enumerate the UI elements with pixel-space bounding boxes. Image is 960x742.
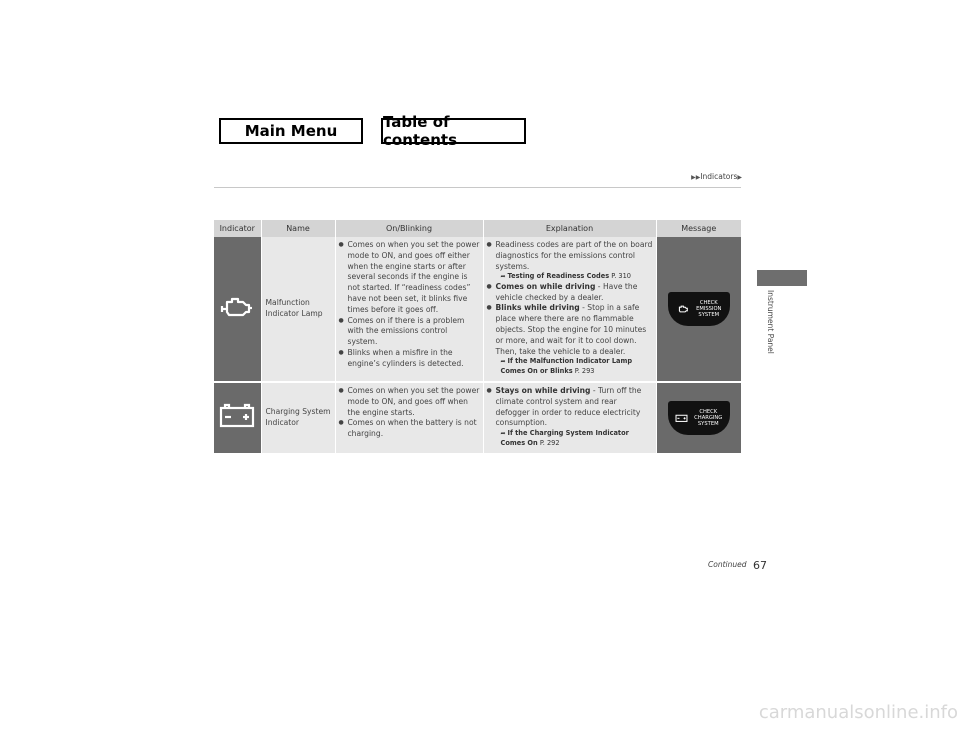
reference-arrow-icon: ➦ [500, 430, 506, 438]
explanation-text: - Have the vehicle checked by a dealer. [495, 281, 638, 302]
page-reference-link[interactable] [487, 357, 653, 376]
column-header: Message [656, 220, 741, 237]
list-item [487, 303, 653, 357]
indicator-table [214, 220, 741, 453]
continued-label: Continued [708, 560, 747, 569]
indicator-cell [214, 382, 261, 453]
reference-page: P. 310 [611, 272, 631, 281]
table-header-row [214, 220, 741, 237]
on-blinking-cell [335, 237, 483, 382]
reference-title: Testing of Readiness Codes [507, 272, 610, 281]
header-divider [214, 187, 741, 188]
page-number: 67 [753, 559, 767, 572]
message-line: EMISSION [696, 306, 722, 312]
message-text [696, 300, 721, 318]
indicator-cell [214, 237, 261, 382]
battery-icon [675, 413, 688, 423]
message-display [668, 401, 730, 435]
battery-icon [218, 403, 256, 429]
message-line: SYSTEM [697, 421, 719, 427]
explanation-text: Readiness codes are part of the on board diagnostics for the emissions control systems. [495, 240, 653, 271]
message-line: CHARGING [694, 415, 723, 421]
explanation-text: - Stop in a safe place where there are no flammable objects. Stop the engine for 10 minutes or more, and wait for it to cool down. Then, take the vehicle to a dealer. [495, 303, 647, 356]
column-header: On/Blinking [335, 220, 483, 237]
reference-title: If the Charging System Indicator [507, 429, 629, 438]
emphasis-text: Stays on while driving [495, 386, 591, 395]
message-line: CHECK [699, 409, 718, 415]
list-item: ● Comes on when you set the power mode to ON, and goes off either when the engine starts or after several seconds if the engine is not started. If “readiness codes” have not been set, it blinks five times before it goes off. [339, 240, 480, 316]
check-engine-icon [676, 304, 690, 314]
explanation-cell [483, 382, 656, 453]
explanation-text: - Turn off the climate control system and rear defogger in order to reduce electricity consumption. [495, 386, 642, 428]
reference-arrow-icon: ➦ [500, 273, 506, 281]
indicator-name: Charging System Indicator [261, 382, 335, 453]
reference-title: If the Malfunction Indicator Lamp [507, 357, 633, 366]
reference-title: Comes On or Blinks [500, 366, 573, 375]
message-text [694, 409, 722, 427]
column-header: Name [261, 220, 335, 237]
section-tab-label: Instrument Panel [766, 290, 775, 354]
list-item [487, 386, 653, 429]
column-header: Explanation [483, 220, 656, 237]
breadcrumb-label: Indicators [700, 172, 738, 181]
column-header: Indicator [214, 220, 261, 237]
main-menu-button[interactable]: Main Menu [219, 118, 363, 144]
table-row [214, 382, 741, 453]
emphasis-text: Comes on while driving [495, 281, 596, 291]
reference-page: P. 293 [574, 366, 595, 375]
page-reference-link[interactable] [487, 429, 653, 448]
message-display [668, 292, 730, 326]
reference-title: Comes On [500, 438, 538, 447]
list-item [487, 282, 653, 304]
list-item: ● Blinks when a misfire in the engine’s cylinders is detected. [339, 348, 480, 370]
page-reference-link[interactable] [487, 272, 653, 282]
message-cell [656, 237, 741, 382]
list-item: ● Comes on when the battery is not charging. [339, 418, 480, 440]
message-line: CHECK [699, 300, 718, 306]
list-item [487, 240, 653, 272]
message-line: SYSTEM [698, 312, 720, 318]
list-item: ● Comes on when you set the power mode to ON, and goes off when the engine starts. [339, 386, 480, 418]
breadcrumb-arrow-icon: ▶▶ [691, 174, 701, 181]
breadcrumb-arrow-icon: ▶ [737, 174, 742, 181]
list-item: ● Comes on if there is a problem with the emissions control system. [339, 316, 480, 348]
table-row [214, 237, 741, 382]
check-engine-icon [219, 293, 255, 321]
reference-arrow-icon: ➦ [500, 358, 506, 366]
emphasis-text: Blinks while driving [495, 303, 580, 313]
table-of-contents-button[interactable]: Table of contents [381, 118, 526, 144]
watermark: carmanualsonline.info [758, 702, 958, 723]
on-blinking-cell [335, 382, 483, 453]
message-cell [656, 382, 741, 453]
indicator-name: Malfunction Indicator Lamp [261, 237, 335, 382]
section-tab[interactable] [757, 270, 807, 286]
breadcrumb [650, 172, 742, 181]
explanation-cell [483, 237, 656, 382]
reference-page: P. 292 [539, 438, 560, 447]
